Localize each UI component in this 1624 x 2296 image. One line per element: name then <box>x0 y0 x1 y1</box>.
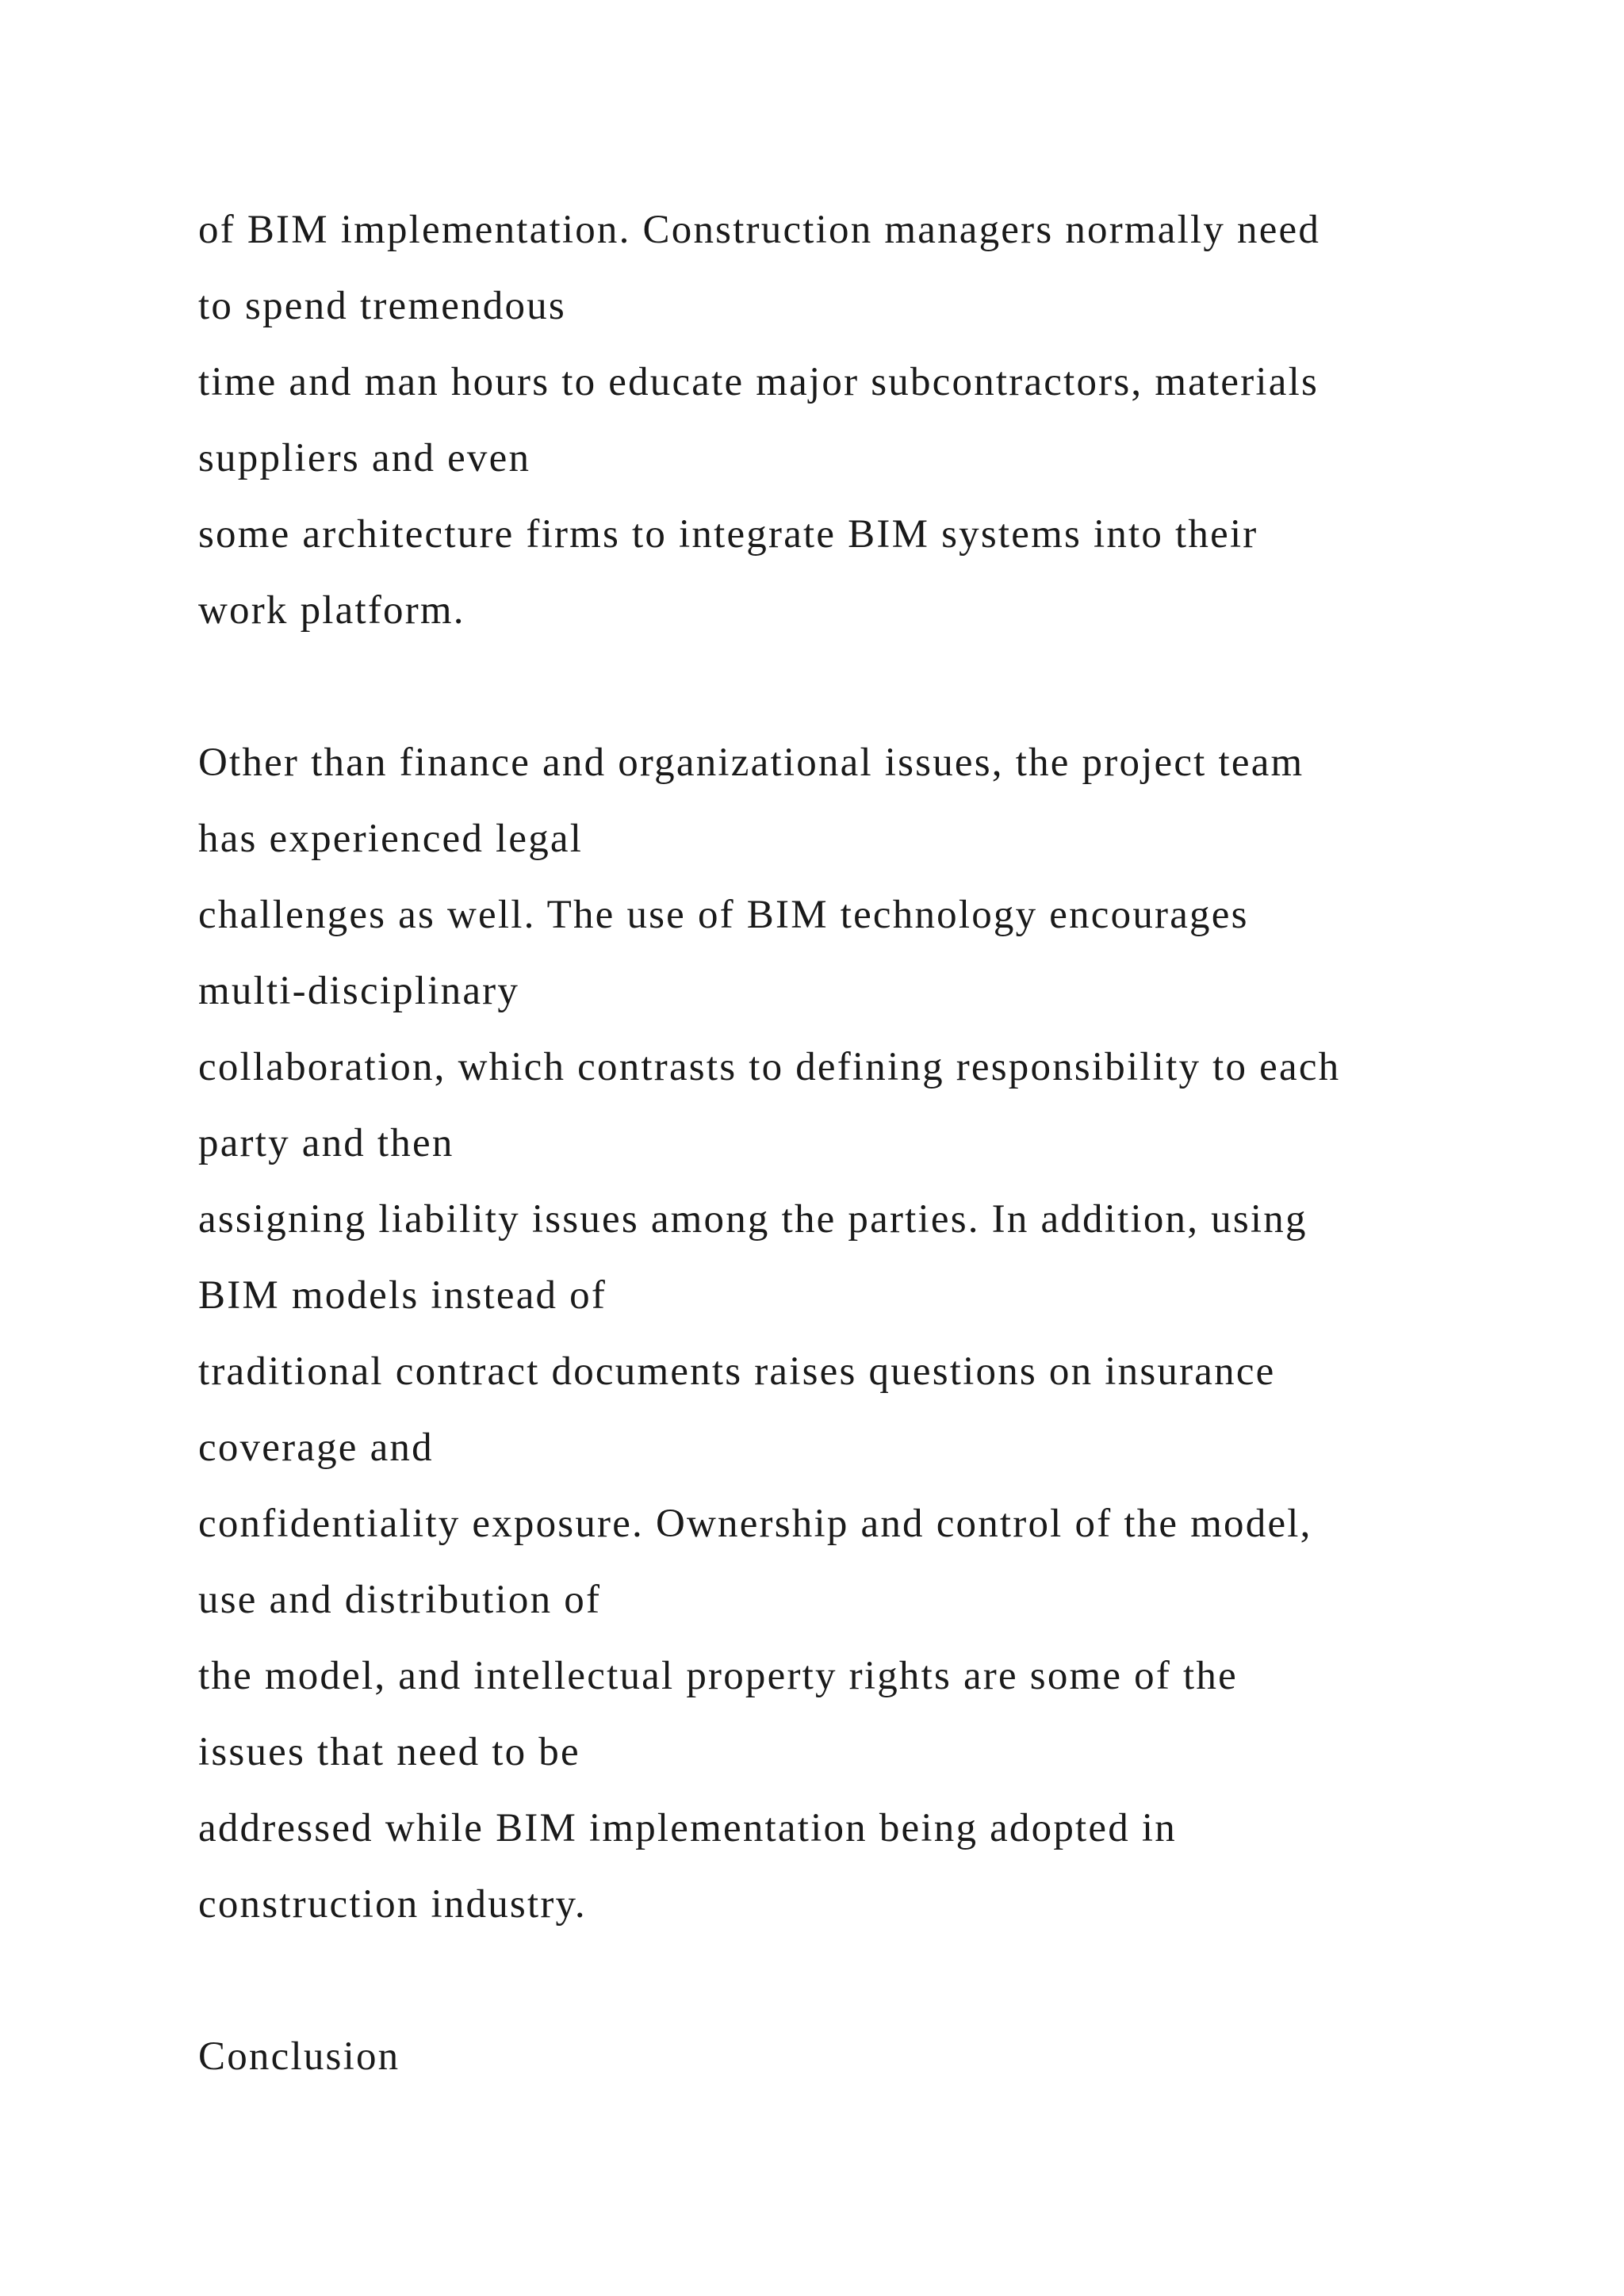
text-line: traditional contract documents raises questions on insurance <box>198 1349 1276 1394</box>
paragraph-bim-education <box>198 192 1546 649</box>
text-line: Other than finance and organizational issues, the project team <box>198 740 1304 785</box>
text-line: some architecture firms to integrate BIM systems into their <box>198 512 1258 557</box>
document-body <box>198 192 1546 2095</box>
text-line: issues that need to be <box>198 1730 580 1774</box>
text-line: time and man hours to educate major subcontractors, materials <box>198 360 1320 404</box>
text-line: collaboration, which contrasts to defining responsibility to each <box>198 1045 1341 1089</box>
text-line: of BIM implementation. Construction managers normally need <box>198 208 1321 252</box>
text-line: work platform. <box>198 588 465 633</box>
paragraph-spacer <box>198 1942 1546 2019</box>
text-line: has experienced legal <box>198 817 584 861</box>
heading-text: Conclusion <box>198 2034 400 2079</box>
text-line: BIM models instead of <box>198 1273 607 1318</box>
text-line: the model, and intellectual property rights are some of the <box>198 1654 1238 1698</box>
text-line: suppliers and even <box>198 436 531 480</box>
paragraph-spacer <box>198 649 1546 725</box>
text-line: challenges as well. The use of BIM technology encourages <box>198 893 1249 937</box>
text-line: use and distribution of <box>198 1578 602 1622</box>
text-line: coverage and <box>198 1425 434 1470</box>
text-line: multi-disciplinary <box>198 969 520 1013</box>
text-line: confidentiality exposure. Ownership and control of the model, <box>198 1502 1312 1546</box>
text-line: construction industry. <box>198 1882 587 1927</box>
text-line: assigning liability issues among the parties. In addition, using <box>198 1197 1308 1242</box>
paragraph-legal-challenges <box>198 725 1546 1942</box>
text-line: party and then <box>198 1121 454 1165</box>
text-line: to spend tremendous <box>198 284 566 328</box>
section-heading-conclusion <box>198 2019 1546 2095</box>
text-line: addressed while BIM implementation being adopted in <box>198 1806 1177 1850</box>
